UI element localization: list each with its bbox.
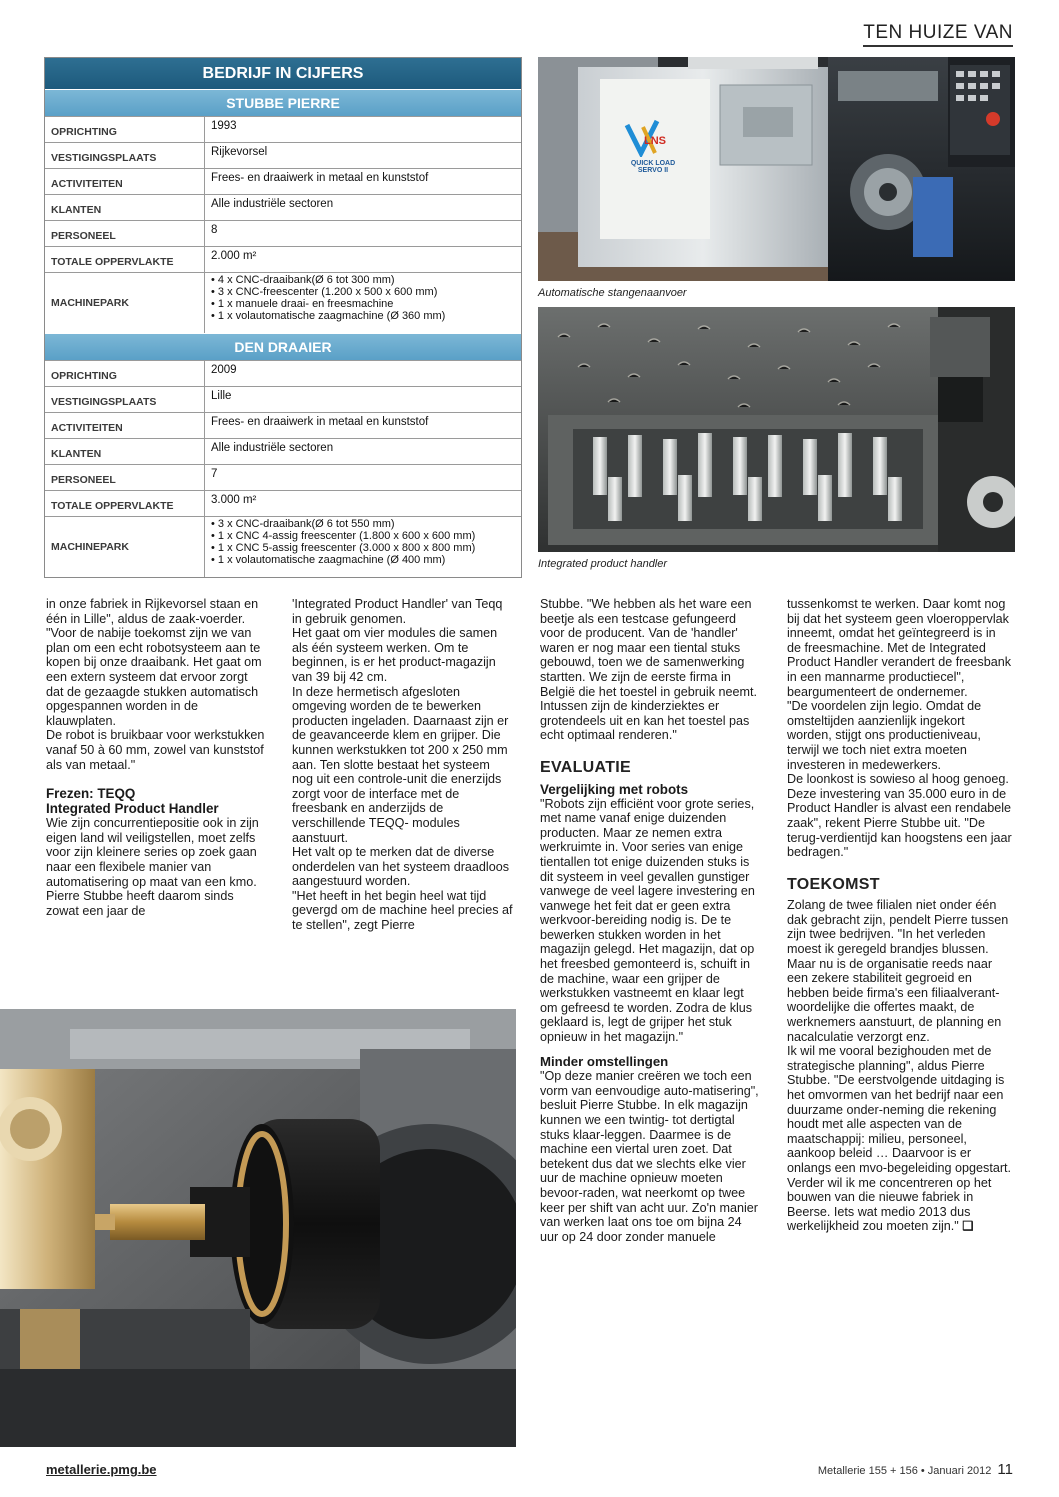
company-name-stubbe: STUBBE PIERRE	[45, 89, 521, 116]
facts-value: 1993	[211, 120, 237, 132]
section-heading-evaluatie: EVALUATIE	[540, 758, 631, 776]
facts-row	[45, 220, 521, 246]
facts-row	[45, 272, 521, 333]
article-column-1	[46, 597, 268, 918]
subheading: Integrated Product Handler	[46, 801, 219, 817]
facts-row	[45, 438, 521, 464]
paragraph: 'Integrated Product Handler' van Teqq in gebruik genomen.	[292, 597, 503, 626]
facts-value: Frees- en draaiwerk in metaal en kunststof	[211, 416, 429, 428]
issue-label: Metallerie 155 + 156 • Januari 2012	[817, 1465, 992, 1477]
bar-feeder-illustration	[538, 57, 1015, 281]
paragraph-text: Ik wil me vooral bezighouden met de strategische planning", aldus Pierre Stubbe. "De eerstvolgende uitdaging is het omvormen van het bedrijf naar een duurzame onder-neming die rekening houdt met alle aspecten van de maatschappij: milieu, personeel, aankoop beleid … Daarvoor is er onlangs een mvo-begeleiding opgestart. Verder wil ik me concentreren op het bouwen van die nieuwe fabriek in Beerse. Iets wat medio 2013 dus werkelijkheid zou moeten zijn."	[787, 1044, 1012, 1234]
paragraph: Zolang de twee filialen niet onder één dak gebracht zijn, pendelt Pierre tussen zijn twee bedrijven. "In het verleden moest ik geregeld brandjes blussen. Maar nu is de organisatie reeds naar een zekere stabiliteit gegroeid en hebben beide firma's een filiaalverant-woordelijke die offertes maakt, de werknemers aanstuurt, de planning en nacalculatie verzorgt enz.	[787, 898, 1009, 1044]
facts-title: BEDRIJF IN CIJFERS	[45, 58, 521, 89]
sticker-text-2: SERVO II	[637, 167, 669, 174]
article-column-4	[787, 597, 1013, 1234]
company-name-den-draaier: DEN DRAAIER	[45, 333, 521, 360]
facts-value: Alle industriële sectoren	[211, 198, 334, 210]
facts-value: 2.000 m²	[211, 250, 257, 262]
facts-value: Lille	[211, 390, 232, 402]
paragraph: De robot is bruikbaar voor werkstukken vanaf 50 à 60 mm, zowel van kunststof als van metaal."	[46, 728, 265, 772]
paragraph: In deze hermetisch afgesloten omgeving worden de te bewerken producten ingeladen. Daarnaast zijn er de geavanceerde klem en grijper. Die kunnen werkstukken tot 200 x 250 mm aan. Ten slotte bestaat het systeem nog uit een controle-unit die enerzijds zorgt voor de interface met de freesbank en anderzijds de verschillende TEQQ- modules aanstuurt.	[292, 684, 509, 845]
facts-label: OPRICHTING	[45, 361, 205, 386]
facts-value: Frees- en draaiwerk in metaal en kunststof	[211, 172, 429, 184]
product-handler-illustration	[538, 307, 1015, 552]
subheading: Frezen: TEQQ	[46, 786, 136, 802]
paragraph	[787, 1044, 1013, 1234]
paragraph: Wie zijn concurrentiepositie ook in zijn eigen land wil veiligstellen, moet zelfs voor zijn kleinere series op zoek gaan naar een flexibele manier van automatisering op maat van een kmo. Pierre Stubbe heeft daarom sinds zowat een jaar de	[46, 816, 259, 918]
paragraph: "Robots zijn efficiënt voor grote series, met name vanaf enige duizenden producten. Maar ze nemen extra werkruimte in. Voor series van enige tientallen tot enige duizenden stuks is dit systeem in veel gevallen gunstiger vanwege de veel lagere investering en vanwege het feit dat er geen extra werkvoor-bereiding nodig is. De te bewerken stukken worden in het magazijn gelegd. Het magazijn, dat op het freesbed gemonteerd is, schuift in de machine, waar een grijper de werkstukken vastneemt en klaar legt om gefreesd te worden. Zodra de klus geklaard is, legt de grijper het stuk opnieuw in het magazijn."	[540, 796, 755, 1045]
facts-row	[45, 490, 521, 516]
machinepark-item: • 3 x CNC-freescenter (1.200 x 500 x 600 mm)	[211, 286, 438, 298]
machinepark-item: • 1 x manuele draai- en freesmachine	[211, 298, 394, 310]
paragraph: "Op deze manier creëren we toch een vorm van eenvoudige auto-matisering", besluit Pierre Stubbe. In elk magazijn kunnen we een twintig- tot dertigtal stuks klaar-leggen. Daarmee is de machine een viertal uren zoet. Dat betekent dus dat we slechts elke vier uur de machine opnieuw moeten bevoor-raden, wat neerkomt op twee keer per shift van acht uur. Zo'n manier van werken laat ons toe om bijna 24 uur op 24 door zonder manuele	[540, 1069, 759, 1244]
milling-spindle-illustration	[0, 1009, 516, 1447]
subheading: Minder omstellingen	[540, 1053, 669, 1069]
facts-row	[45, 516, 521, 577]
company-facts-table	[44, 57, 522, 578]
facts-label: PERSONEEL	[45, 465, 205, 490]
facts-value: Alle industriële sectoren	[211, 442, 334, 454]
page-number: 11	[997, 1461, 1013, 1478]
website-link[interactable]: metallerie.pmg.be	[46, 1462, 157, 1477]
photo2-caption: Integrated product handler	[538, 558, 668, 570]
article-column-2	[292, 597, 514, 933]
section-heading-toekomst: TOEKOMST	[787, 875, 880, 893]
machinepark-item: • 1 x CNC 4-assig freescenter (1.800 x 600 x 600 mm)	[211, 530, 476, 542]
paragraph: Het valt op te merken dat de diverse onderdelen van het systeem draadloos aangestuurd worden.	[292, 845, 510, 889]
machinepark-item: • 1 x volautomatische zaagmachine (Ø 360 mm)	[211, 310, 446, 322]
section-header: TEN HUIZE VAN	[863, 22, 1013, 47]
paragraph: "Voor de nabije toekomst zijn we van plan om een echt robotsysteem aan te kopen bij onze draaibank. Het gaat om een extern systeem dat ervoor zorgt dat de gezaagde stukken automatisch opgespannen worden in de klauwplaten.	[46, 626, 262, 728]
facts-row	[45, 360, 521, 386]
facts-value: 8	[211, 224, 218, 236]
milling-spindle-photo	[0, 1009, 516, 1447]
facts-label: TOTALE OPPERVLAKTE	[45, 247, 205, 272]
facts-row	[45, 194, 521, 220]
facts-value: Rijkevorsel	[211, 146, 268, 158]
paragraph: tussenkomst te werken. Daar komt nog bij dat het systeem geen vloeroppervlak inneemt, omdat het geïntegreerd is in de freesmachine. Met de Integrated Product Handler verandert de freesbank in een mannarme productiecel", beargumenteert de ondernemer.	[787, 597, 1012, 699]
machinepark-item: • 3 x CNC-draaibank(Ø 6 tot 550 mm)	[211, 518, 395, 530]
product-handler-photo	[538, 307, 1015, 552]
photo1-caption: Automatische stangenaanvoer	[538, 287, 687, 299]
issue-info	[818, 1461, 1013, 1478]
facts-value: 3.000 m²	[211, 494, 257, 506]
facts-label: PERSONEEL	[45, 221, 205, 246]
paragraph: Stubbe. "We hebben als het ware een beetje als een testcase gefungeerd voor de producent. Van de 'handler' waren er nog maar een tiental stuks gebouwd, toen we de samenwerking startten. We zijn de eerste firma in België die het toestel in gebruik neemt. Intussen zijn de kinderziektes er grotendeels uit en kan het toestel pas echt optimaal renderen."	[540, 597, 758, 743]
paragraph: De loonkost is sowieso al hoog genoeg. Deze investering van 35.000 euro in de Product Handler is alvast een rendabele zaak", rekent Pierre Stubbe uit. "De terug-verdientijd kan hoogstens een jaar bedragen."	[787, 772, 1012, 860]
facts-row	[45, 116, 521, 142]
facts-value: 7	[211, 468, 218, 480]
machinepark-item: • 1 x volautomatische zaagmachine (Ø 400 mm)	[211, 554, 446, 566]
facts-label: VESTIGINGSPLAATS	[45, 387, 205, 412]
facts-label: VESTIGINGSPLAATS	[45, 143, 205, 168]
facts-label: MACHINEPARK	[45, 517, 205, 577]
facts-row	[45, 386, 521, 412]
facts-row	[45, 142, 521, 168]
facts-label: OPRICHTING	[45, 117, 205, 142]
facts-label: ACTIVITEITEN	[45, 169, 205, 194]
facts-label: KLANTEN	[45, 195, 205, 220]
end-of-article-mark: ❑	[962, 1219, 974, 1234]
paragraph: Het gaat om vier modules die samen als één systeem werken. Om te beginnen, is er het product-magazijn van 39 bij 42 cm.	[292, 626, 498, 684]
facts-row	[45, 464, 521, 490]
paragraph: "De voordelen zijn legio. Omdat de omsteltijden aanzienlijk ingekort worden, stijgt ons productieniveau, terwijl we toch niet extra moeten investeren in medewerkers.	[787, 699, 982, 772]
article-column-3	[540, 597, 762, 1244]
paragraph: "Het heeft in het begin heel wat tijd gevergd om de machine heel precies af te stellen", zegt Pierre	[292, 888, 513, 933]
facts-row	[45, 412, 521, 438]
facts-value: 2009	[211, 364, 237, 376]
quick-load-sticker	[614, 117, 692, 174]
facts-label: TOTALE OPPERVLAKTE	[45, 491, 205, 516]
facts-label: KLANTEN	[45, 439, 205, 464]
facts-row	[45, 246, 521, 272]
bar-feeder-photo	[538, 57, 1015, 281]
machinepark-list	[205, 273, 521, 333]
subheading: Vergelijking met robots	[540, 781, 689, 797]
facts-label: MACHINEPARK	[45, 273, 205, 333]
facts-row	[45, 168, 521, 194]
machinepark-item: • 4 x CNC-draaibank(Ø 6 tot 300 mm)	[211, 274, 395, 286]
sticker-brand: LNS	[644, 135, 666, 147]
paragraph: in onze fabriek in Rijkevorsel staan en één in Lille", aldus de zaak-voerder.	[46, 597, 259, 626]
machinepark-list	[205, 517, 521, 577]
facts-label: ACTIVITEITEN	[45, 413, 205, 438]
machinepark-item: • 1 x CNC 5-assig freescenter (3.000 x 800 x 800 mm)	[211, 542, 476, 554]
sticker-text-1: QUICK LOAD	[630, 160, 676, 167]
